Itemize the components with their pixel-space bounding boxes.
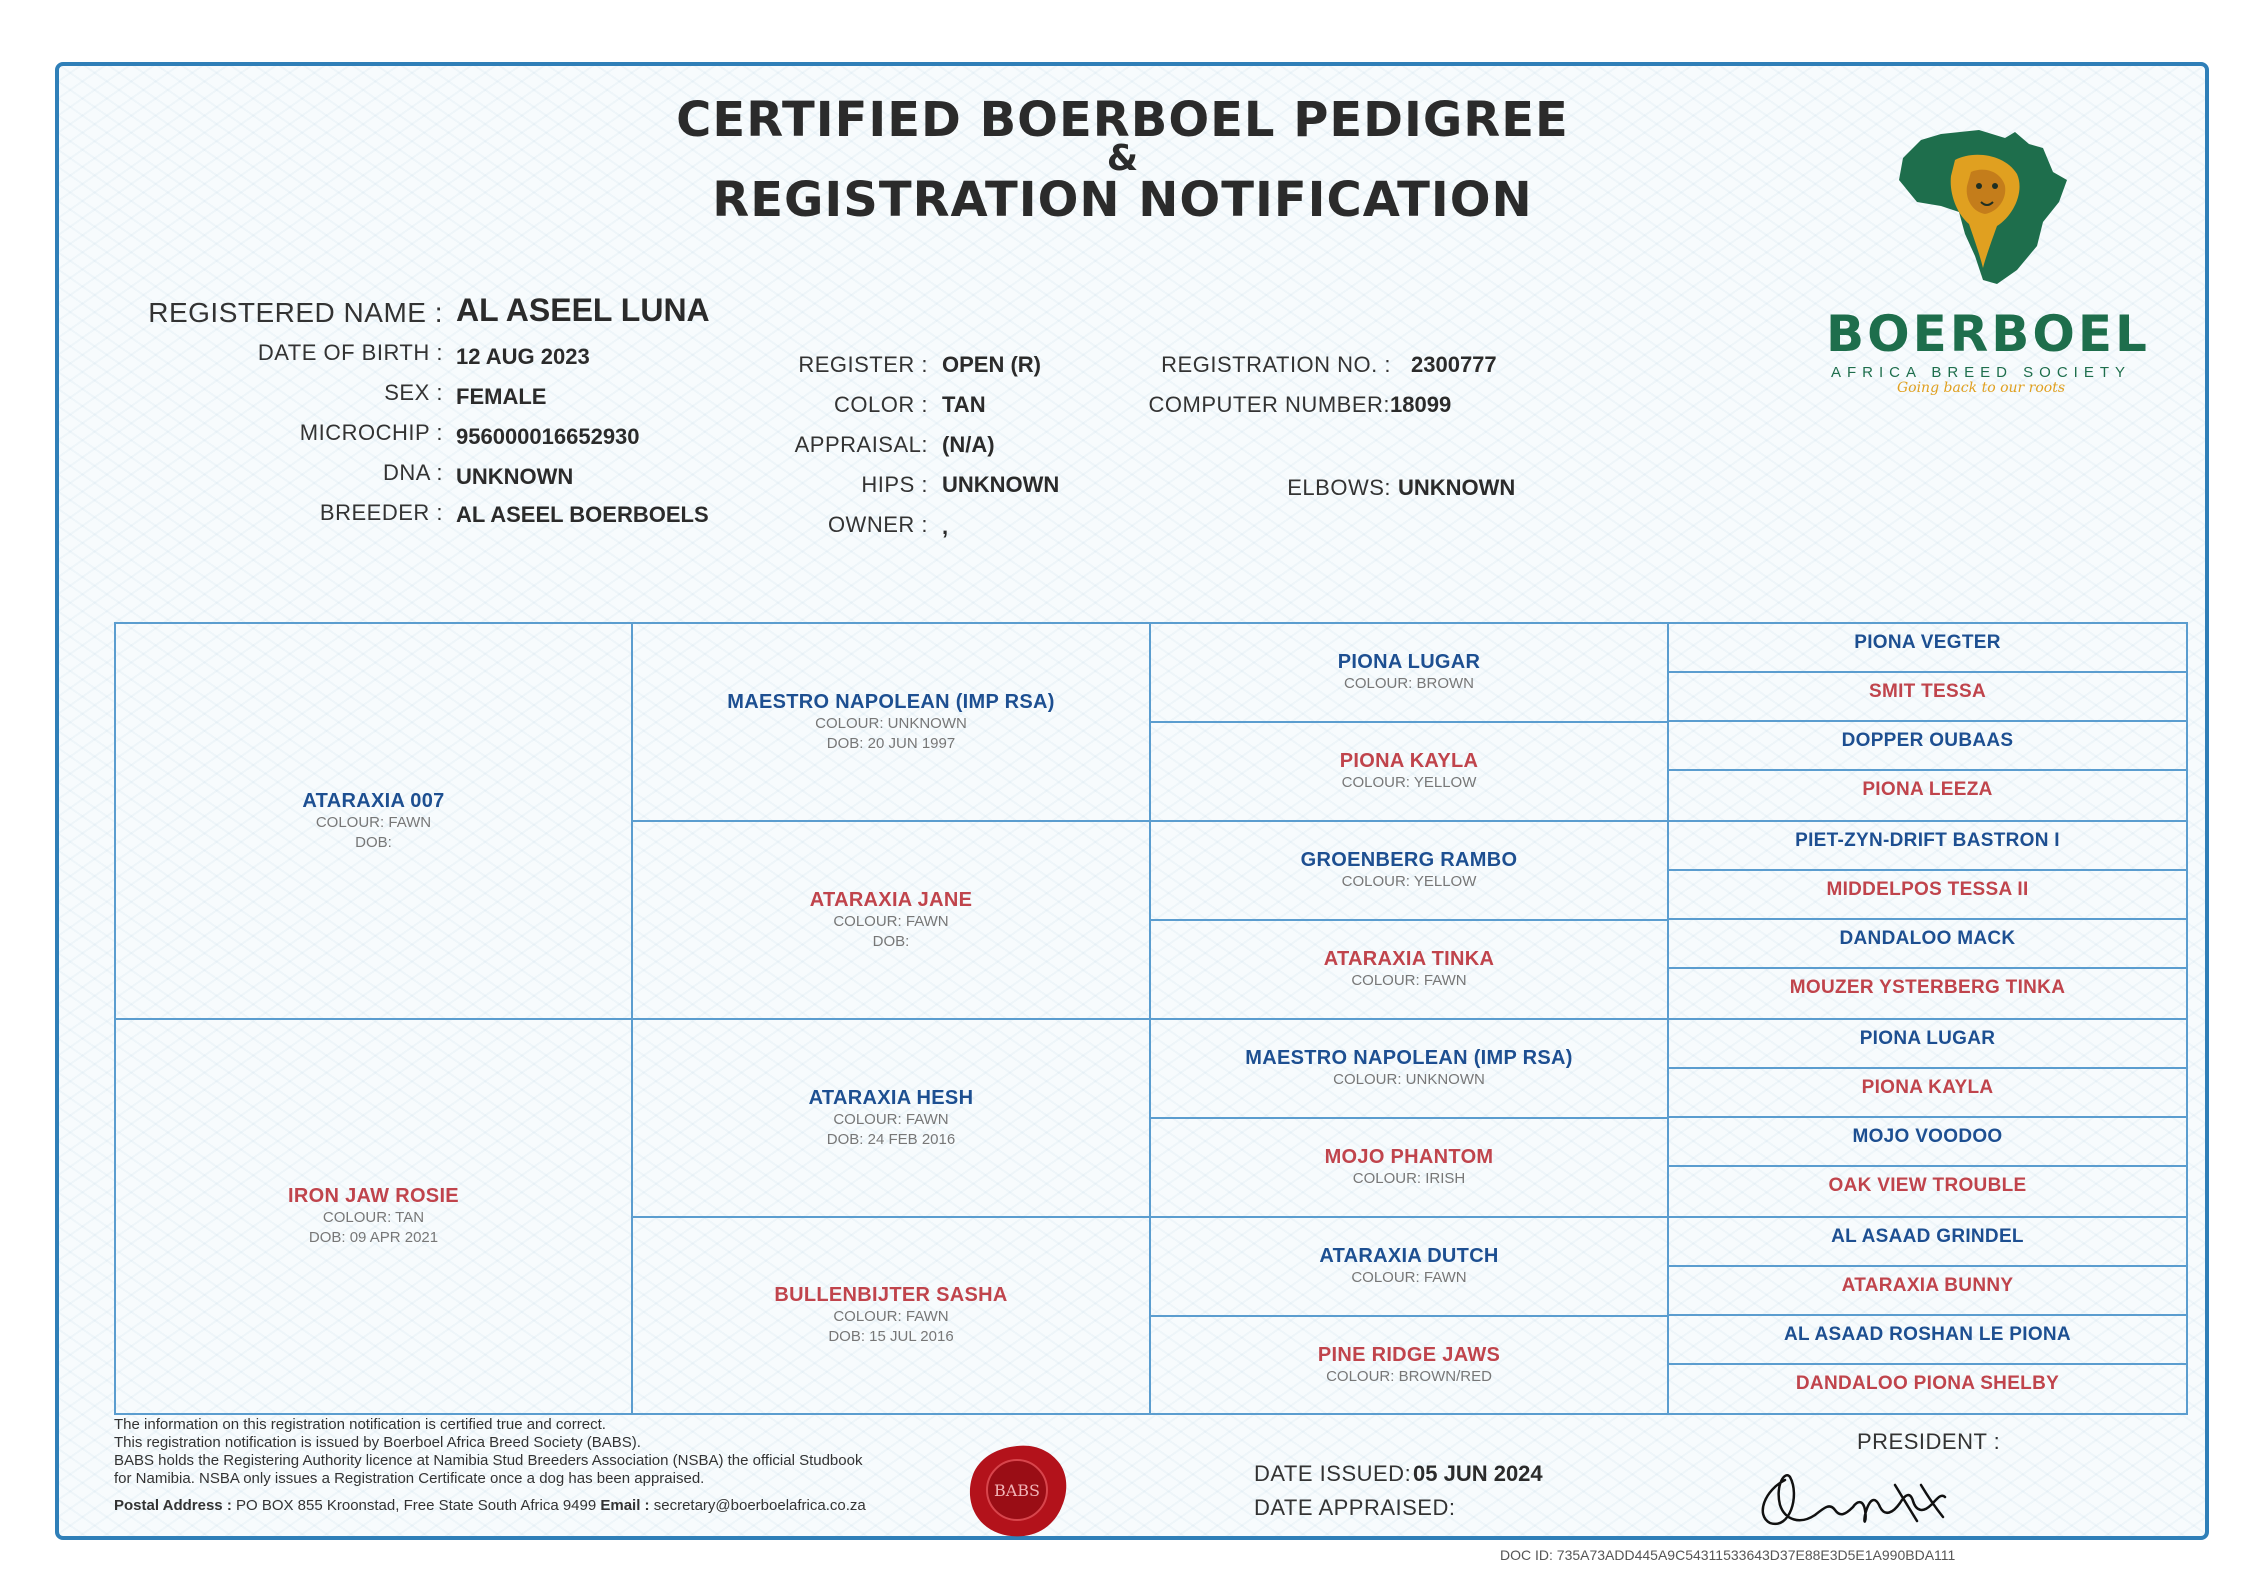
g3-name: MOJO PHANTOM — [1324, 1146, 1494, 1168]
postal-value: PO BOX 855 Kroonstad, Free State South Africa 9499 — [235, 1497, 597, 1514]
email-value[interactable]: secretary@boerboelafrica.co.za — [653, 1497, 866, 1514]
date-appraised-label: DATE APPRAISED: — [1254, 1495, 1456, 1520]
pedigree-g2-3 — [631, 1018, 1151, 1218]
date-issued-value: 05 JUN 2024 — [1413, 1461, 1543, 1486]
g3-colour: COLOUR: UNKNOWN — [1333, 1071, 1485, 1088]
pedigree-g4-16 — [1667, 1363, 2188, 1415]
pedigree-g4-5 — [1667, 820, 2188, 871]
g2-colour: COLOUR: FAWN — [833, 1308, 949, 1325]
pedigree-g3-6 — [1149, 1117, 1669, 1218]
sex-value: FEMALE — [456, 384, 547, 409]
registration-no-value: 2300777 — [1411, 352, 1497, 377]
g2-name: ATARAXIA HESH — [808, 1086, 974, 1109]
owner-value: , — [942, 514, 949, 539]
g2-dob: DOB: — [872, 932, 910, 950]
elbows-value: UNKNOWN — [1398, 475, 1516, 500]
color-value: TAN — [942, 392, 986, 417]
g4-name: DOPPER OUBAAS — [1841, 730, 2014, 751]
title-line-1: CERTIFIED BOERBOEL PEDIGREE — [676, 92, 1569, 148]
pedigree-sire — [114, 622, 633, 1020]
register-value: OPEN (R) — [942, 352, 1041, 377]
postal-label: Postal Address : — [114, 1497, 232, 1514]
g4-name: OAK VIEW TROUBLE — [1828, 1175, 2027, 1196]
g4-name: PIONA LEEZA — [1862, 779, 1993, 800]
g4-name: SMIT TESSA — [1868, 681, 1986, 702]
g4-name: PIONA VEGTER — [1854, 632, 2001, 653]
g3-colour: COLOUR: BROWN — [1343, 675, 1474, 692]
dna-label: DNA : — [383, 460, 443, 485]
president-signature — [1745, 1455, 1975, 1545]
pedigree-g3-8 — [1149, 1315, 1669, 1415]
g3-name: ATARAXIA TINKA — [1323, 948, 1495, 970]
email-label: Email : — [600, 1497, 650, 1514]
pedigree-g4-3 — [1667, 720, 2188, 771]
pedigree-g4-9 — [1667, 1018, 2188, 1069]
document-id: DOC ID: 735A73ADD445A9C54311533643D37E88E3D5E1A990BDA111 — [1500, 1547, 1956, 1563]
pedigree-g2-4 — [631, 1216, 1151, 1415]
pedigree-g4-11 — [1667, 1116, 2188, 1167]
g2-name: BULLENBIJTER SASHA — [774, 1284, 1008, 1306]
g4-name: MOJO VOODOO — [1852, 1126, 2003, 1147]
g2-name: ATARAXIA JANE — [809, 888, 973, 911]
pedigree-g4-7 — [1667, 918, 2188, 969]
registration-no-label: REGISTRATION NO. : — [1161, 352, 1391, 377]
computer-number-label: COMPUTER NUMBER: — [1148, 392, 1390, 417]
registered-name-value: AL ASEEL LUNA — [456, 292, 710, 328]
pedigree-g3-1 — [1149, 622, 1669, 723]
footer-line-1: The information on this registration notification is certified true and correct. — [114, 1416, 606, 1433]
pedigree-table — [114, 622, 2188, 1415]
pedigree-g3-7 — [1149, 1216, 1669, 1317]
dam-dob: DOB: 09 APR 2021 — [308, 1229, 439, 1246]
pedigree-dam — [114, 1018, 633, 1415]
registered-name-label: REGISTERED NAME : — [148, 297, 443, 328]
pedigree-g4-14 — [1667, 1265, 2188, 1316]
g3-colour: COLOUR: FAWN — [1351, 1269, 1467, 1286]
pedigree-g4-10 — [1667, 1067, 2188, 1118]
breeder-label: BREEDER : — [319, 500, 443, 525]
president-label: PRESIDENT : — [1857, 1429, 2001, 1454]
hips-value: UNKNOWN — [942, 472, 1060, 497]
g3-colour: COLOUR: IRISH — [1352, 1170, 1466, 1187]
g4-name: PIONA LUGAR — [1859, 1028, 1996, 1049]
title-ampersand: & — [1106, 138, 1139, 179]
breeder-value: AL ASEEL BOERBOELS — [456, 502, 709, 527]
dam-name: IRON JAW ROSIE — [288, 1185, 459, 1207]
footer-postal — [114, 1497, 866, 1514]
pedigree-g4-4 — [1667, 769, 2188, 822]
g4-name: ATARAXIA BUNNY — [1841, 1275, 2014, 1296]
appraisal-value: (N/A) — [942, 432, 995, 457]
africa-boerboel-logo-icon — [1893, 128, 2069, 288]
g3-name: MAESTRO NAPOLEAN (IMP RSA) — [1245, 1047, 1573, 1069]
pedigree-g2-1 — [631, 622, 1151, 822]
computer-number-value: 18099 — [1390, 392, 1452, 417]
g2-name: MAESTRO NAPOLEAN (IMP RSA) — [727, 690, 1055, 713]
sex-label: SEX : — [384, 380, 443, 405]
g4-name: AL ASAAD GRINDEL — [1831, 1226, 2024, 1247]
microchip-value: 956000016652930 — [456, 424, 640, 449]
g4-name: PIET-ZYN-DRIFT BASTRON I — [1795, 830, 2060, 851]
pedigree-g4-15 — [1667, 1314, 2188, 1365]
pedigree-g4-1 — [1667, 622, 2188, 673]
pedigree-g4-13 — [1667, 1216, 2188, 1267]
g3-colour: COLOUR: YELLOW — [1341, 774, 1477, 791]
sire-dob: DOB: — [355, 833, 392, 851]
logo-wordmark: BOERBOEL — [1826, 305, 2150, 363]
wax-seal-icon — [962, 1440, 1072, 1540]
footer-line-4: for Namibia. NSBA only issues a Registration Certificate once a dog has been appraised. — [114, 1470, 705, 1487]
sire-name: ATARAXIA 007 — [302, 789, 445, 812]
owner-label: OWNER : — [827, 512, 928, 537]
pedigree-g3-3 — [1149, 820, 1669, 921]
hips-label: HIPS : — [861, 472, 928, 497]
dob-value: 12 AUG 2023 — [456, 344, 590, 369]
pedigree-g4-6 — [1667, 869, 2188, 920]
g3-colour: COLOUR: FAWN — [1351, 972, 1467, 989]
elbows-label: ELBOWS: — [1287, 475, 1391, 500]
g2-dob: DOB: 20 JUN 1997 — [826, 734, 956, 752]
g3-name: PIONA KAYLA — [1339, 750, 1479, 772]
g3-name: PINE RIDGE JAWS — [1317, 1343, 1501, 1366]
pedigree-g4-2 — [1667, 671, 2188, 722]
g2-dob: DOB: 24 FEB 2016 — [826, 1130, 956, 1148]
dna-value: UNKNOWN — [456, 464, 574, 489]
pedigree-g3-2 — [1149, 721, 1669, 822]
pedigree-g2-2 — [631, 820, 1151, 1020]
g4-name: AL ASAAD ROSHAN LE PIONA — [1784, 1324, 2071, 1345]
footer-line-3: BABS holds the Registering Authority licence at Namibia Stud Breeders Association (NSBA) the official Studbook — [114, 1452, 863, 1469]
color-label: COLOR : — [834, 392, 928, 417]
g3-colour: COLOUR: YELLOW — [1341, 873, 1477, 890]
pedigree-g4-8 — [1667, 967, 2188, 1020]
date-issued-label: DATE ISSUED: — [1254, 1461, 1412, 1486]
g3-name: PIONA LUGAR — [1337, 651, 1481, 673]
pedigree-g4-12 — [1667, 1165, 2188, 1218]
footer-line-2: This registration notification is issued by Boerboel Africa Breed Society (BABS). — [114, 1434, 641, 1451]
dam-colour: COLOUR: TAN — [322, 1209, 425, 1226]
g2-dob: DOB: 15 JUL 2016 — [828, 1328, 954, 1345]
microchip-label: MICROCHIP : — [299, 420, 443, 445]
g4-name: MOUZER YSTERBERG TINKA — [1789, 977, 2066, 998]
g3-colour: COLOUR: BROWN/RED — [1326, 1367, 1492, 1385]
title-line-2: REGISTRATION NOTIFICATION — [712, 172, 1533, 228]
g4-name: MIDDELPOS TESSA II — [1826, 879, 2029, 900]
pedigree-g3-4 — [1149, 919, 1669, 1020]
g2-colour: COLOUR: FAWN — [833, 912, 949, 930]
dob-label: DATE OF BIRTH : — [257, 340, 443, 365]
sire-colour: COLOUR: FAWN — [315, 813, 432, 831]
g4-name: DANDALOO PIONA SHELBY — [1795, 1373, 2060, 1394]
seal-text: BABS — [993, 1481, 1041, 1500]
pedigree-g3-5 — [1149, 1018, 1669, 1119]
logo-tagline: Going back to our roots — [1896, 380, 2066, 396]
register-label: REGISTER : — [798, 352, 928, 377]
g3-name: GROENBERG RAMBO — [1300, 849, 1518, 871]
g4-name: DANDALOO MACK — [1839, 928, 2016, 949]
appraisal-label: APPRAISAL: — [794, 432, 928, 457]
g2-colour: COLOUR: FAWN — [833, 1110, 949, 1128]
g2-colour: COLOUR: UNKNOWN — [815, 714, 967, 732]
g4-name: PIONA KAYLA — [1861, 1077, 1994, 1098]
g3-name: ATARAXIA DUTCH — [1319, 1245, 1499, 1267]
logo-subtitle: AFRICA BREED SOCIETY — [1830, 364, 2132, 381]
